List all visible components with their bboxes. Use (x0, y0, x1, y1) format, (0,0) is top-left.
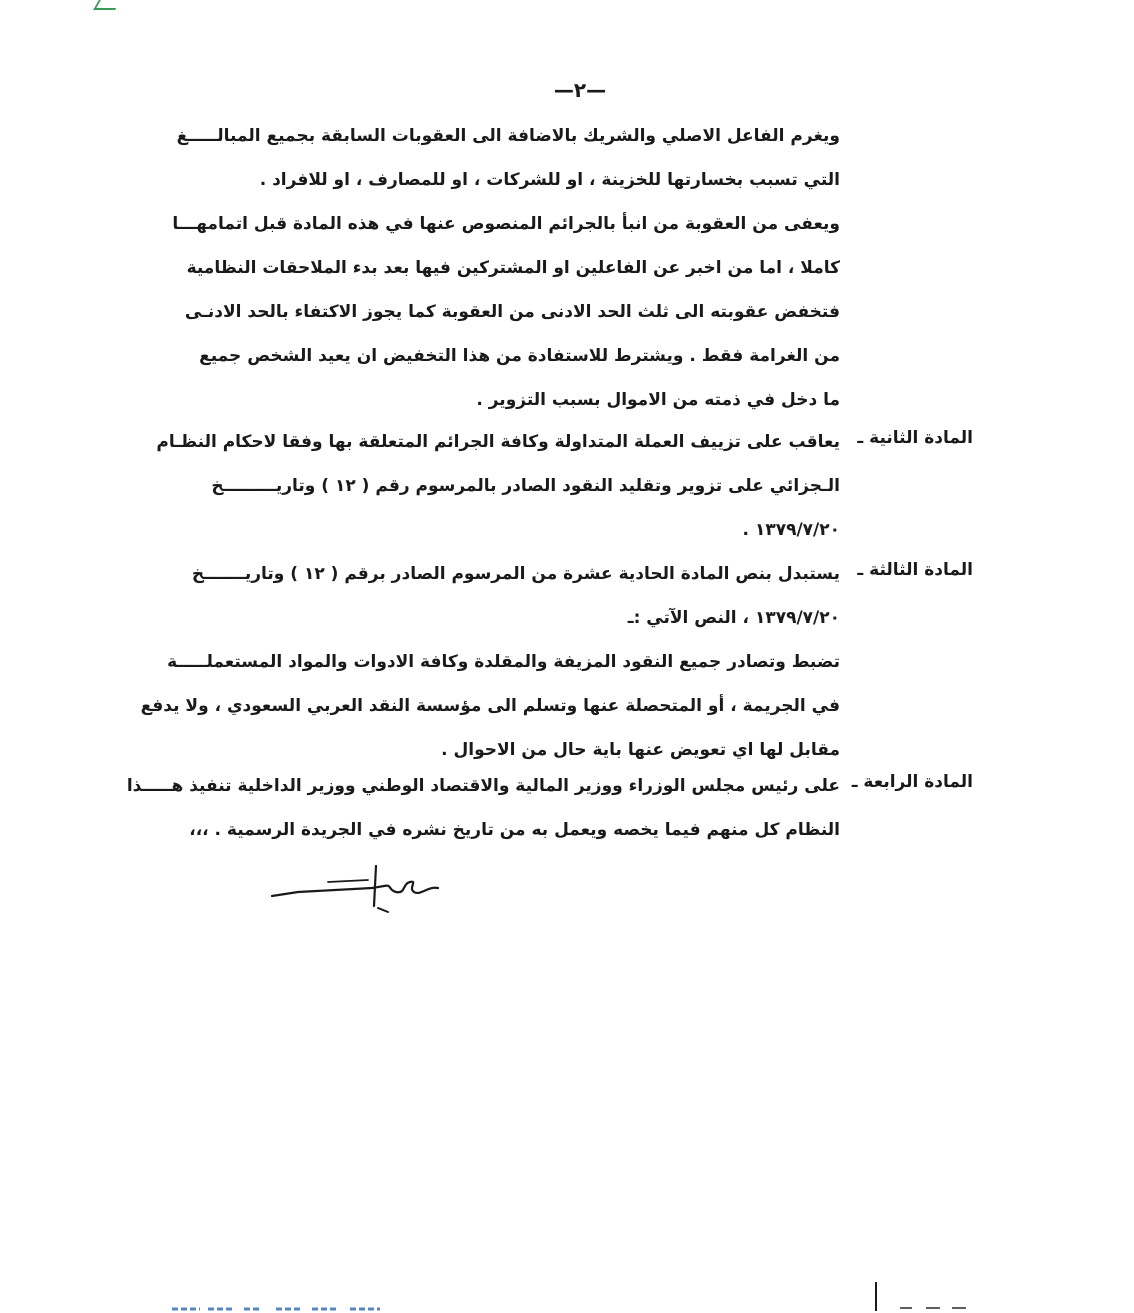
text-line: من الغرامة فقط . ويشترط للاستفادة من هذا التخفيض ان يعيد الشخص جميع (199, 346, 840, 366)
text-line: في الجريمة ، أو المتحصلة عنها وتسلم الى مؤسسة النقد العربي السعودي ، ولا يدفع (140, 696, 840, 716)
text-line: كاملا ، اما من اخبر عن الفاعلين او المشتركين فيها بعد بدء الملاحقات النظامية (186, 258, 840, 278)
text-line: مقابل لها اي تعويض عنها باية حال من الاحوال . (441, 740, 840, 760)
text-line: يعاقب على تزييف العملة المتداولة وكافة الجرائم المتعلقة بها وفقا لاحكام النظـام (156, 432, 840, 452)
article4-label: المادة الرابعة ـ (851, 772, 973, 792)
article4-block (126, 764, 840, 852)
text-line: تضبط وتصادر جميع النقود المزيفة والمقلدة وكافة الادوات والمواد المستعملـــــة (167, 652, 840, 672)
text-line: يستبدل بنص المادة الحادية عشرة من المرسوم الصادر برقم ( ١٢ ) وتاريـــــــخ (191, 564, 840, 584)
page-number: —٢— (553, 78, 607, 102)
text-line: ويعفى من العقوبة من انبأ بالجرائم المنصوص عنها في هذه المادة قبل اتمامهـــا (172, 214, 840, 234)
text-line: التي تسبب بخسارتها للخزينة ، او للشركات ، او للمصارف ، او للافراد . (259, 170, 840, 190)
text-line: ١٣٧٩/٧/٢٠ . (742, 520, 840, 540)
handwritten-signature (268, 862, 448, 922)
text-line: ما دخل في ذمته من الاموال بسبب التزوير . (476, 390, 840, 410)
article3-block (140, 552, 840, 772)
text-line: على رئيس مجلس الوزراء ووزير المالية والاقتصاد الوطني ووزير الداخلية تنفيذ هـــــذا (126, 776, 840, 796)
article1-continued-block (172, 114, 840, 422)
article2-block (156, 420, 840, 552)
text-line: الـجزائي على تزوير وتقليد النقود الصادر بالمرسوم رقم ( ١٢ ) وتاريـــــــــخ (211, 476, 840, 496)
text-line: فتخفض عقوبته الى ثلث الحد الادنى من العقوبة كما يجوز الاكتفاء بالحد الادنـى (184, 302, 840, 322)
text-line: ١٣٧٩/٧/٢٠ ، النص الآتي :ـ (627, 608, 840, 628)
text-line: ويغرم الفاعل الاصلي والشريك بالاضافة الى العقوبات السابقة بجميع المبالـــــغ (176, 126, 840, 146)
corner-mark (93, 0, 121, 10)
footer-marks (0, 1280, 1134, 1313)
text-line: النظام كل منهم فيما يخصه ويعمل به من تاريخ نشره في الجريدة الرسمية . ،،، (189, 820, 840, 840)
article2-label: المادة الثانية ـ (857, 428, 973, 448)
article3-label: المادة الثالثة ـ (857, 560, 973, 580)
